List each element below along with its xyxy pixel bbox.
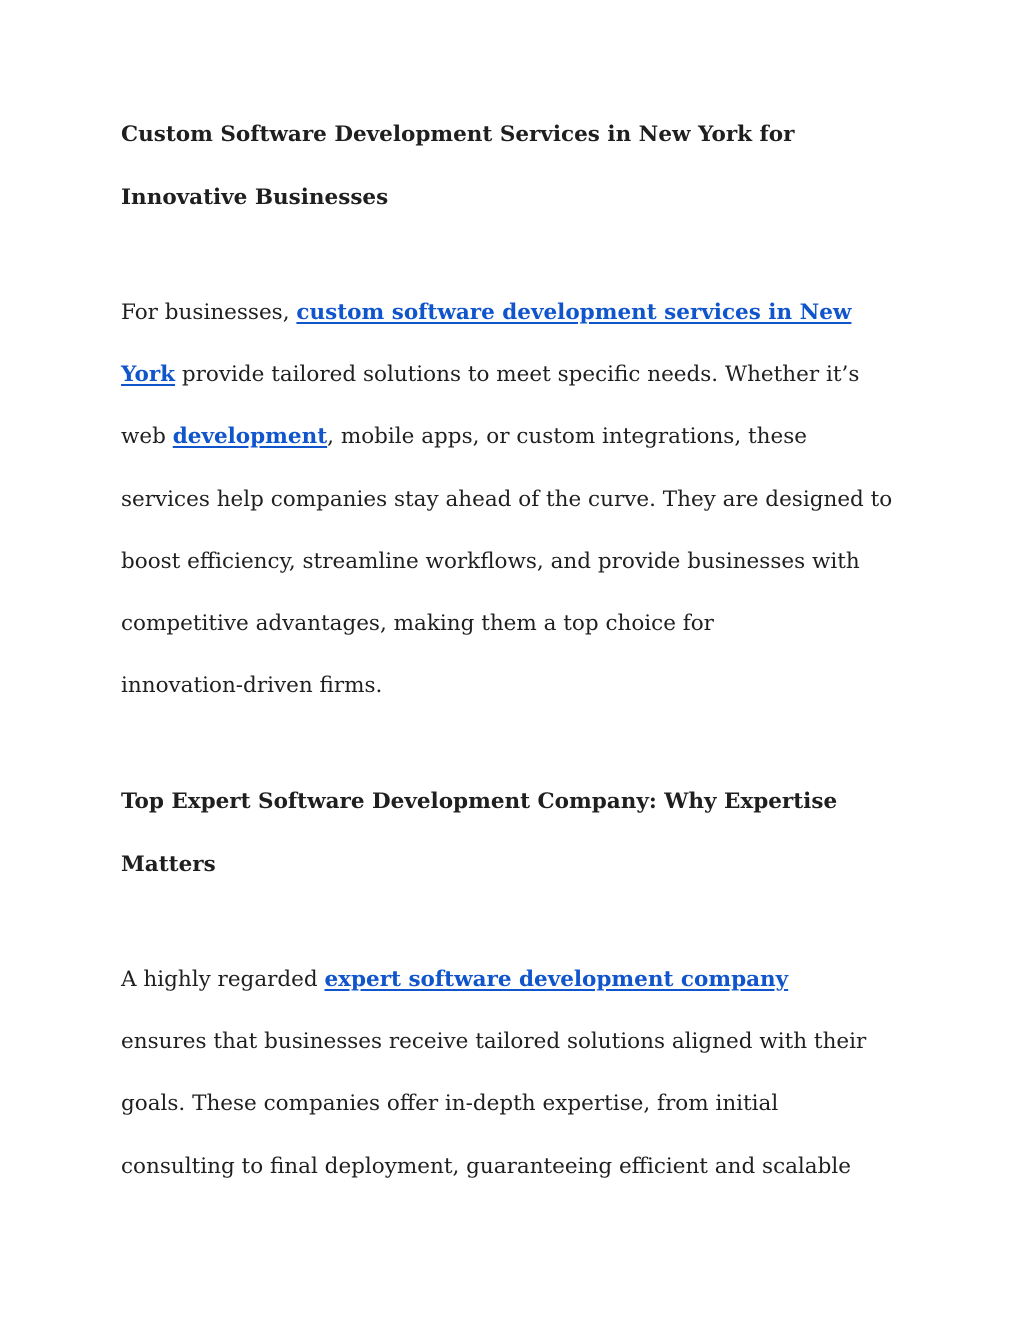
link-expert-software-development-company[interactable]: expert software development company	[324, 967, 789, 992]
heading-line: Custom Software Development Services in New York for	[121, 122, 795, 147]
text-segment: For businesses,	[121, 300, 297, 325]
text-segment: A highly regarded	[121, 967, 325, 992]
heading-line: Top Expert Software Development Company: Why Expertise	[121, 789, 838, 814]
section-heading-custom-software	[121, 104, 921, 229]
paragraph-line	[121, 344, 921, 406]
paragraph-line: boost efficiency, streamline workflows, and provide businesses with	[121, 548, 860, 574]
paragraph-line	[121, 282, 921, 344]
link-development[interactable]: development	[172, 424, 328, 450]
paragraph-custom-software	[121, 282, 921, 717]
paragraph-expert-company	[121, 949, 921, 1198]
paragraph-line	[121, 949, 921, 1011]
text-segment: , mobile apps, or custom integrations, these	[327, 424, 807, 450]
paragraph-line: goals. These companies offer in-depth expertise, from initial	[121, 1091, 779, 1117]
link-custom-software-services-new-york[interactable]: York	[121, 362, 176, 388]
link-custom-software-services-new-york[interactable]: custom software development services in New	[296, 300, 852, 325]
text-segment: web	[121, 424, 173, 450]
paragraph-line: services help companies stay ahead of the curve. They are designed to	[121, 486, 893, 512]
section-heading-expert-company	[121, 771, 921, 896]
heading-line: Innovative Businesses	[121, 184, 389, 210]
heading-line: Matters	[121, 851, 216, 877]
paragraph-line: consulting to final deployment, guaranteeing efficient and scalable	[121, 1153, 851, 1179]
text-segment: provide tailored solutions to meet specific needs. Whether it’s	[175, 362, 860, 388]
paragraph-line: ensures that businesses receive tailored solutions aligned with their	[121, 1029, 867, 1055]
paragraph-line	[121, 406, 921, 468]
paragraph-line: competitive advantages, making them a top choice for	[121, 611, 714, 637]
paragraph-line: innovation-driven firms.	[121, 673, 383, 699]
